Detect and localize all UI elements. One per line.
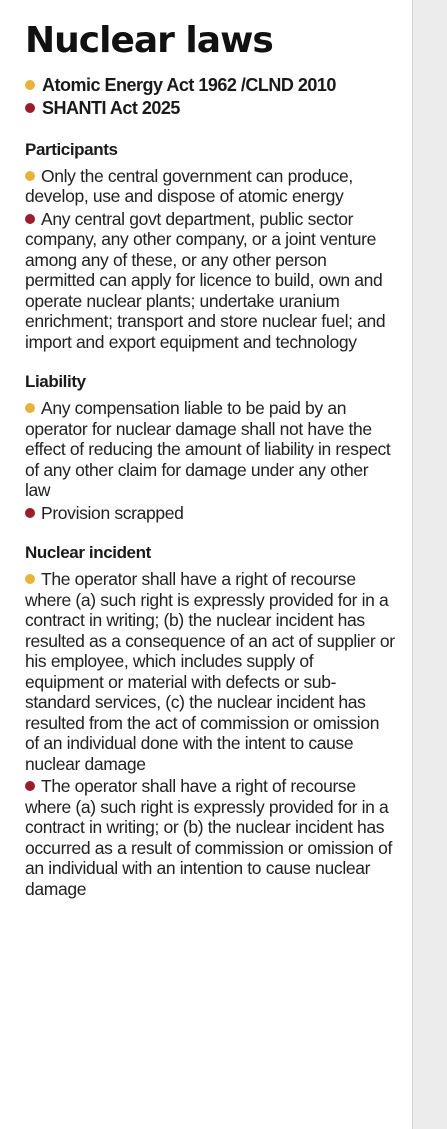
entry-text: Provision scrapped [41,502,184,523]
section-heading: Nuclear incident [25,543,151,563]
entry-old-law [25,569,395,774]
legend-item-aea [25,74,395,97]
section-heading: Liability [25,372,86,392]
entry-text: Only the central government can produce, develop, use and dispose of atomic energy [25,165,353,207]
red-dot-icon [25,781,35,791]
entry-new-law [25,503,395,524]
page-title: Nuclear laws [25,20,273,61]
legend-item-shanti [25,97,395,120]
yellow-dot-icon [25,80,35,90]
infobox [25,22,395,899]
page-divider [412,0,413,1129]
legend [25,74,395,120]
section-liability [25,371,395,523]
yellow-dot-icon [25,574,35,584]
section-nuclear-incident [25,542,395,899]
yellow-dot-icon [25,171,35,181]
legend-label: SHANTI Act 2025 [42,97,180,118]
entry-text: Any central govt department, public sector company, any other company, or a joint venture among any of these, or any other person permitted can apply for licence to build, own and operate nuclear plants; undertake uranium enrichment; transport and store nuclear fuel; and import and export equipment and technology [25,208,386,352]
legend-label: Atomic Energy Act 1962 /CLND 2010 [42,74,336,95]
entry-text: Any compensation liable to be paid by an operator for nuclear damage shall not have the effect of reducing the amount of liability in respect of any other claim for damage under any other law [25,398,391,501]
red-dot-icon [25,103,35,113]
red-dot-icon [25,214,35,224]
entry-text: The operator shall have a right of recourse where (a) such right is expressly provided for in a contract in writing; or (b) the nuclear incident has occurred as a result of commission or omission of an individual with an intention to cause nuclear damage [25,776,393,899]
entry-old-law [25,398,395,501]
entry-text: The operator shall have a right of recourse where (a) such right is expressly provided for in a contract in writing; (b) the nuclear incident has resulted as a consequence of an act of supplier or his employee, which includes supply of equipment or material with defects or sub-standard services, (c) the nuclear incident has resulted from the act of commission or omission of an individual done with the intent to cause nuclear damage [25,569,395,774]
entry-new-law [25,209,395,353]
section-heading: Participants [25,139,118,159]
entry-new-law [25,776,395,899]
section-participants [25,139,395,353]
red-dot-icon [25,508,35,518]
yellow-dot-icon [25,403,35,413]
entry-old-law [25,166,395,207]
page-edge [412,0,447,1129]
